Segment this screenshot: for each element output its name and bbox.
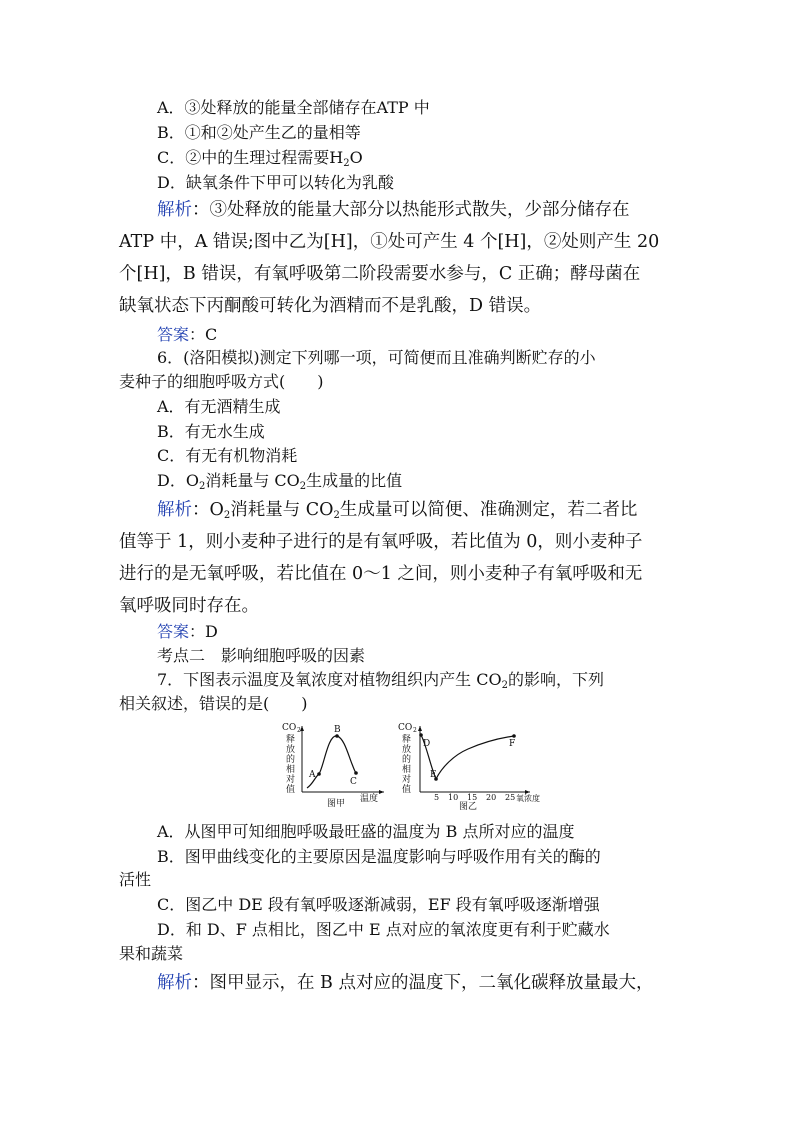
q5-analysis-line-3: 个[H]，B 错误，有氧呼吸第二阶段需要水参与，C 正确；酵母菌在 [119, 264, 641, 284]
point-f [512, 734, 516, 738]
caption-jia: 图甲 [327, 799, 346, 809]
q7-option-c: C．图乙中 DE 段有氧呼吸逐渐减弱，EF 段有氧呼吸逐渐增强 [157, 895, 600, 914]
q5-option-c: C．②中的生理过程需要$H_2O$ [157, 148, 363, 169]
q6-option-b: B．有无水生成 [157, 422, 265, 441]
q5-option-b: B．①和②处产生乙的量相等 [157, 123, 361, 142]
svg-text:对: 对 [402, 775, 412, 785]
analysis-label: 解析 [157, 973, 192, 993]
tick-20: 20 [486, 793, 497, 802]
svg-text:的: 的 [402, 755, 412, 765]
svg-text:放: 放 [286, 745, 296, 755]
q5-analysis-line-2: ATP 中，A 错误;图中乙为[H]，①处可产生 4 个[H]，②处则产生 20 [119, 232, 660, 252]
xlabel-yi: 氧浓度 [516, 794, 540, 803]
label-a: A [309, 770, 316, 780]
tick-10: 10 [448, 793, 459, 802]
q7-option-b-line-2: 活性 [119, 870, 152, 889]
q6-answer: 答案：D [157, 622, 218, 641]
label-d: D [423, 739, 431, 749]
x-axis-arrow [379, 790, 384, 794]
tick-15: 15 [467, 793, 478, 802]
q5-analysis-line-4: 缺氧状态下丙酮酸可转化为酒精而不是乳酸，D 错误。 [119, 296, 542, 316]
q7-stem-line-2: 相关叙述，错误的是( ) [119, 694, 308, 713]
q7-option-b-line-1: B．图甲曲线变化的主要原因是温度影响与呼吸作用有关的酶的 [157, 847, 601, 866]
svg-text:2: 2 [413, 727, 417, 734]
q7-stem-line-1: 7．下图表示温度及氧浓度对植物组织内产生 $CO_2$的影响，下列 [157, 670, 605, 691]
curve-jia [307, 736, 356, 788]
svg-text:相: 相 [286, 765, 296, 775]
y-axis-arrow [418, 726, 422, 731]
q6-analysis-line-2: 值等于 1，则小麦种子进行的是有氧呼吸，若比值为 0，则小麦种子 [119, 532, 643, 552]
svg-text:CO: CO [398, 723, 413, 733]
point-c [354, 771, 358, 775]
q6-analysis-line-3: 进行的是无氧呼吸，若比值在 0～1 之间，则小麦种子有氧呼吸和无 [119, 564, 643, 584]
q6-analysis-line-1: 解析：$O_2$消耗量与 $CO_2$生成量可以简便、准确测定，若二者比 [157, 500, 638, 521]
xlabel-jia: 温度 [360, 794, 379, 804]
q7-option-a: A．从图甲可知细胞呼吸最旺盛的温度为 B 点所对应的温度 [157, 822, 575, 841]
q5-option-a: A．③处释放的能量全部储存在ATP 中 [157, 98, 430, 117]
q6-stem-line-2: 麦种子的细胞呼吸方式( ) [119, 372, 324, 391]
analysis-label: 解析 [157, 200, 192, 220]
q7-option-d-line-2: 果和蔬菜 [119, 944, 184, 963]
point-a [317, 772, 321, 776]
q6-option-c: C．有无有机物消耗 [157, 446, 298, 465]
label-b: B [334, 725, 341, 735]
answer-label: 答案 [157, 622, 190, 641]
answer-label: 答案 [157, 325, 190, 344]
svg-text:相: 相 [402, 765, 412, 775]
svg-text:值: 值 [286, 785, 296, 795]
q5-analysis-line-1: 解析：③处释放的能量大部分以热能形式散失，少部分储存在 [157, 200, 630, 220]
label-f: F [509, 739, 516, 749]
tick-25: 25 [505, 793, 516, 802]
svg-text:放: 放 [402, 745, 412, 755]
svg-text:2: 2 [297, 727, 301, 734]
label-e: E [430, 770, 437, 780]
figure-jia-ylabel [282, 723, 301, 795]
figure-jia [282, 720, 392, 812]
svg-text:的: 的 [286, 755, 296, 765]
figure-yi-ylabel [398, 723, 417, 795]
q6-option-a: A．有无酒精生成 [157, 397, 281, 416]
q6-option-d: D．$O_2$消耗量与 $CO_2$生成量的比值 [157, 471, 403, 492]
figure-yi [398, 720, 558, 812]
q7-analysis-line-1: 解析：图甲显示，在 B 点对应的温度下，二氧化碳释放量最大， [157, 973, 654, 993]
tick-5: 5 [434, 793, 440, 802]
svg-text:对: 对 [286, 775, 296, 785]
q5-answer: 答案：C [157, 325, 218, 344]
caption-yi: 图乙 [459, 802, 478, 812]
point-d [419, 733, 423, 737]
svg-text:值: 值 [402, 785, 412, 795]
svg-text:释: 释 [402, 735, 412, 745]
analysis-label: 解析 [157, 500, 192, 520]
q7-option-d-line-1: D．和 D、F 点相比，图乙中 E 点对应的氧浓度更有利于贮藏水 [157, 920, 610, 939]
section-heading: 考点二 影响细胞呼吸的因素 [157, 646, 366, 665]
label-c: C [350, 777, 357, 787]
q6-analysis-line-4: 氧呼吸同时存在。 [119, 596, 259, 616]
q6-stem-line-1: 6．(洛阳模拟)测定下列哪一项，可简便而且准确判断贮存的小 [157, 348, 596, 367]
svg-text:释: 释 [286, 735, 296, 745]
q5-option-d: D．缺氧条件下甲可以转化为乳酸 [157, 173, 394, 192]
svg-text:CO: CO [282, 723, 297, 733]
